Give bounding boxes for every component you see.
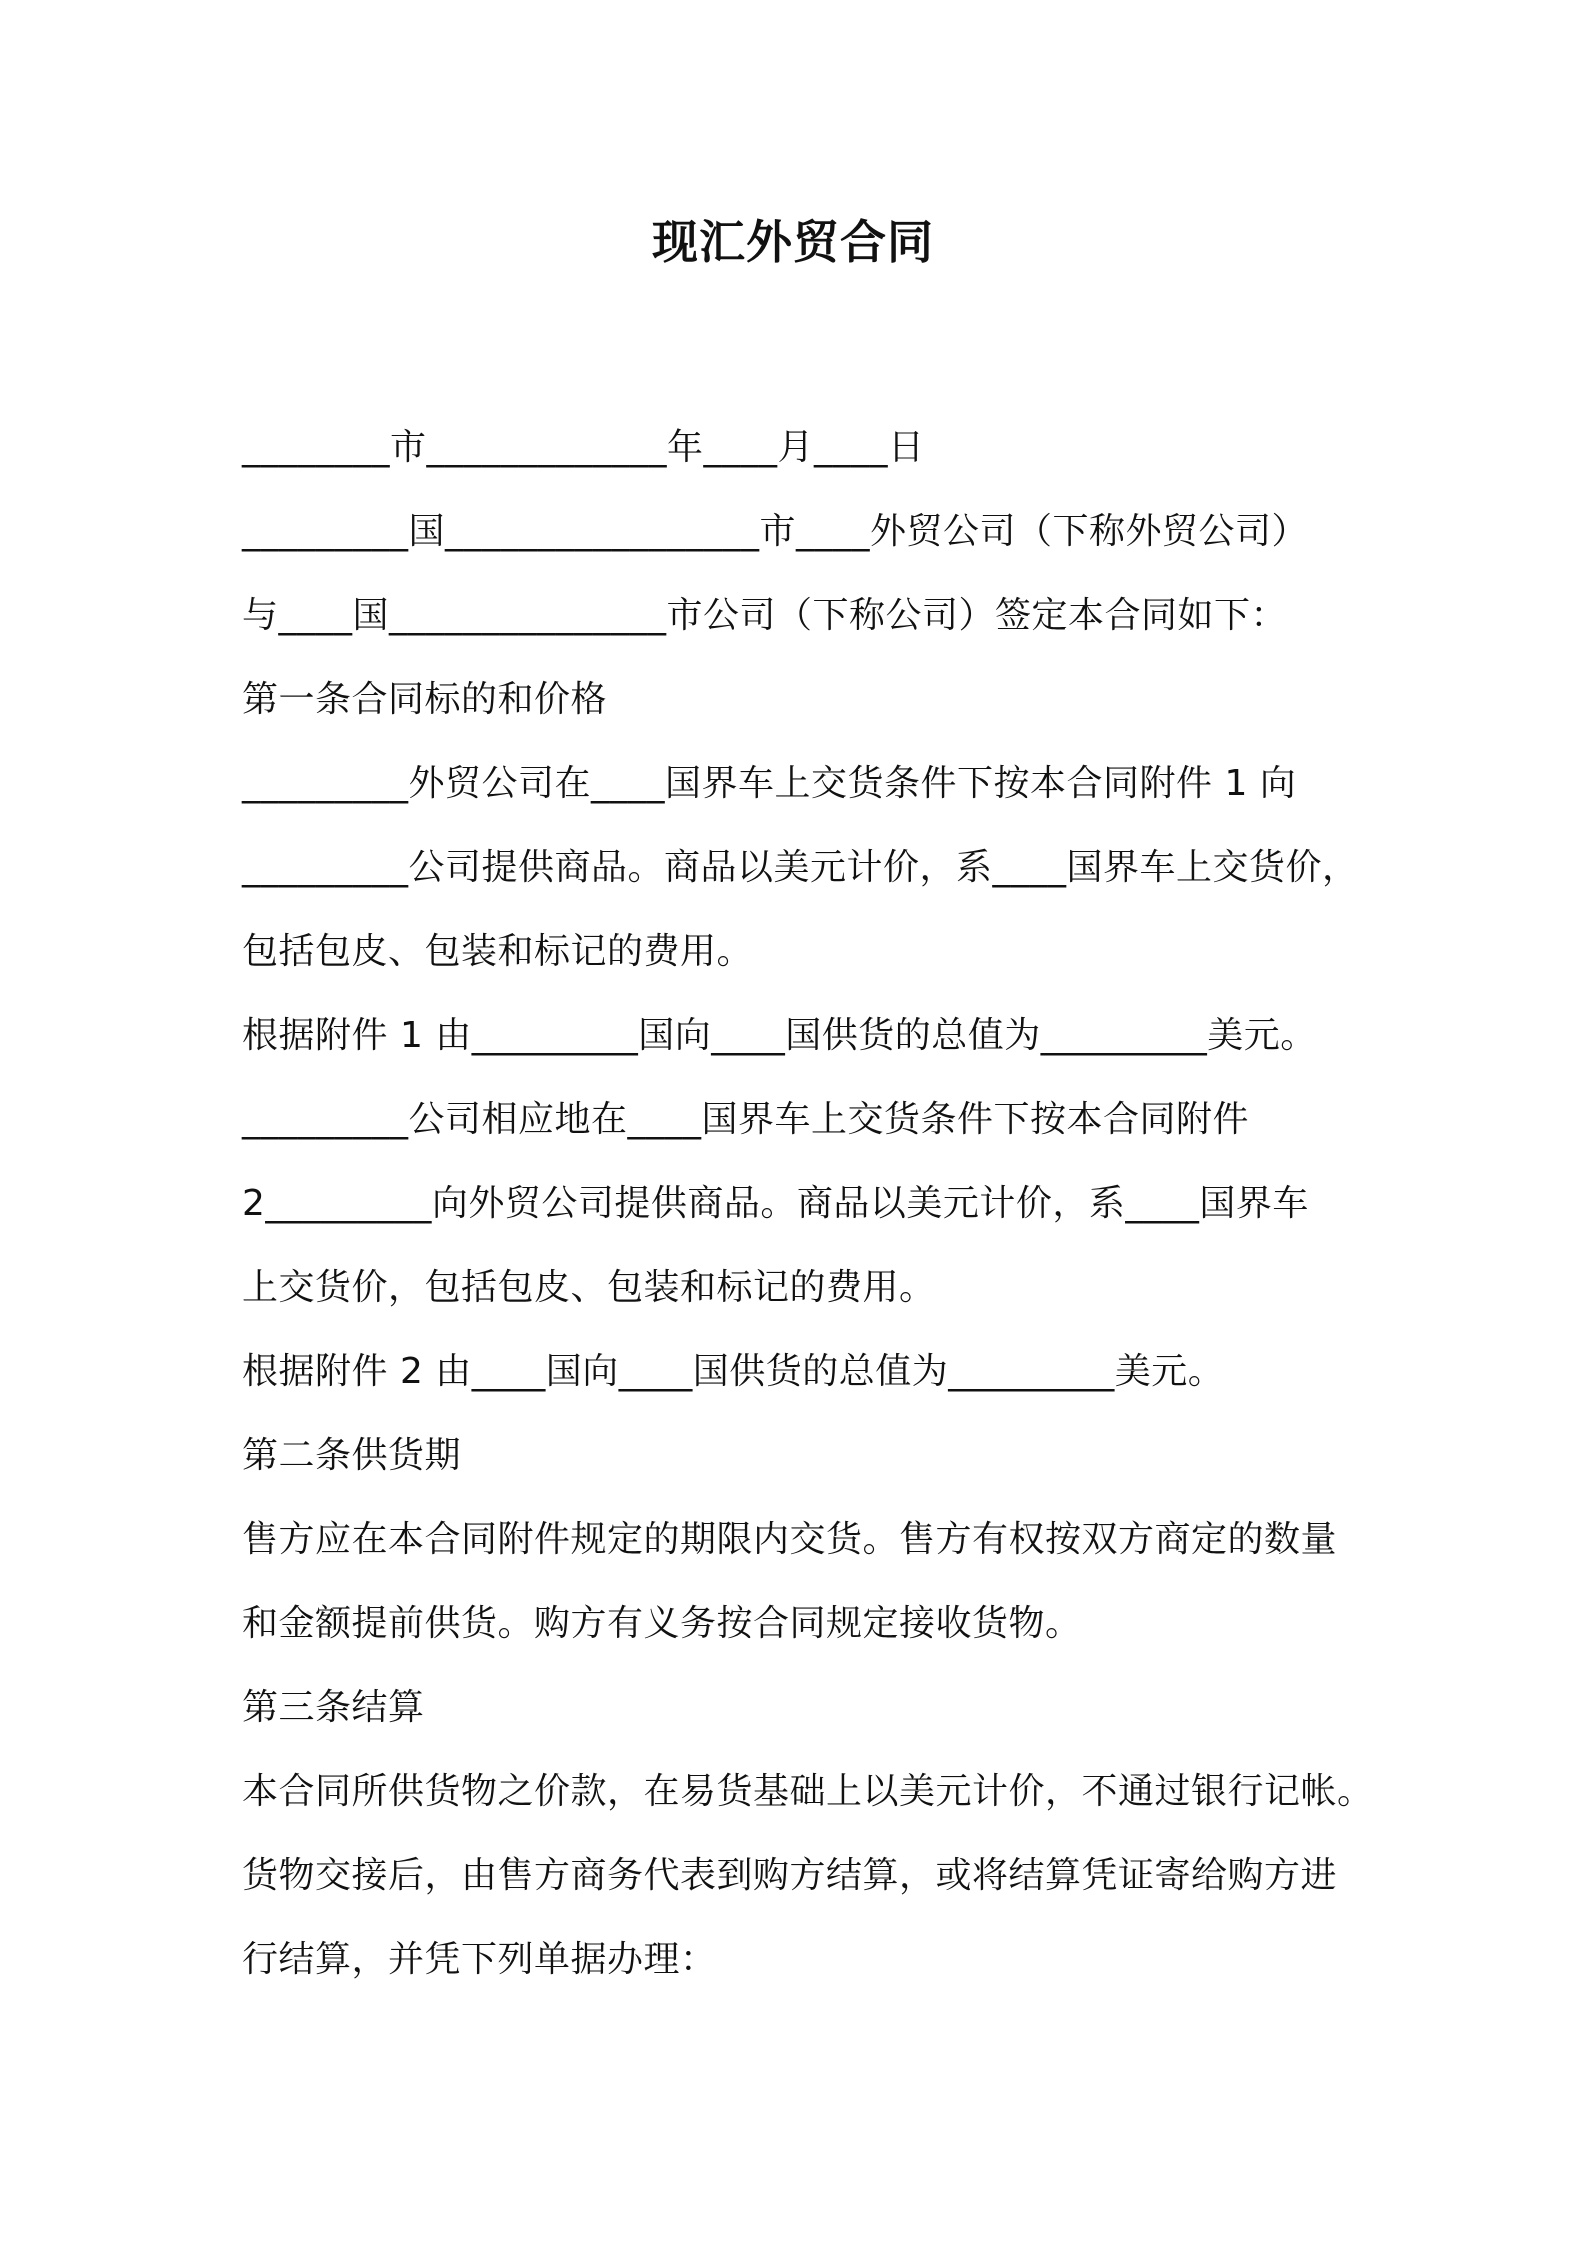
paragraph-line: _________公司提供商品。商品以美元计价，系____国界车上交货价， bbox=[242, 847, 1359, 888]
paragraph-line: 根据附件 1 由_________国向____国供货的总值为_________美元。 bbox=[242, 1015, 1317, 1056]
section-heading: 第二条供货期 bbox=[242, 1435, 462, 1476]
document-title: 现汇外贸合同 bbox=[652, 215, 934, 269]
paragraph-line: 本合同所供货物之价款，在易货基础上以美元计价，不通过银行记帐。 bbox=[242, 1771, 1374, 1812]
paragraph-line: 2_________向外贸公司提供商品。商品以美元计价，系____国界车 bbox=[242, 1183, 1309, 1224]
paragraph-line: 货物交接后，由售方商务代表到购方结算，或将结算凭证寄给购方进 bbox=[242, 1855, 1338, 1896]
paragraph-line: _________公司相应地在____国界车上交货条件下按本合同附件 bbox=[242, 1099, 1250, 1140]
party-a-line: _________国_________________市____外贸公司（下称外贸公司） bbox=[242, 511, 1309, 552]
paragraph-line: 上交货价，包括包皮、包装和标记的费用。 bbox=[242, 1267, 936, 1308]
paragraph-line: 售方应在本合同附件规定的期限内交货。售方有权按双方商定的数量 bbox=[242, 1519, 1338, 1560]
contract-body bbox=[242, 406, 1392, 2002]
paragraph-line: 包括包皮、包装和标记的费用。 bbox=[242, 931, 754, 972]
paragraph-line: 根据附件 2 由____国向____国供货的总值为_________美元。 bbox=[242, 1351, 1225, 1392]
date-line: ________市_____________年____月____日 bbox=[242, 427, 925, 468]
section-heading: 第三条结算 bbox=[242, 1687, 425, 1728]
section-heading: 第一条合同标的和价格 bbox=[242, 679, 608, 720]
party-b-line: 与____国_______________市公司（下称公司）签定本合同如下： bbox=[242, 595, 1288, 636]
paragraph-line: 和金额提前供货。购方有义务按合同规定接收货物。 bbox=[242, 1603, 1082, 1644]
paragraph-line: _________外贸公司在____国界车上交货条件下按本合同附件 1 向 bbox=[242, 763, 1297, 804]
paragraph-line: 行结算，并凭下列单据办理： bbox=[242, 1939, 717, 1980]
